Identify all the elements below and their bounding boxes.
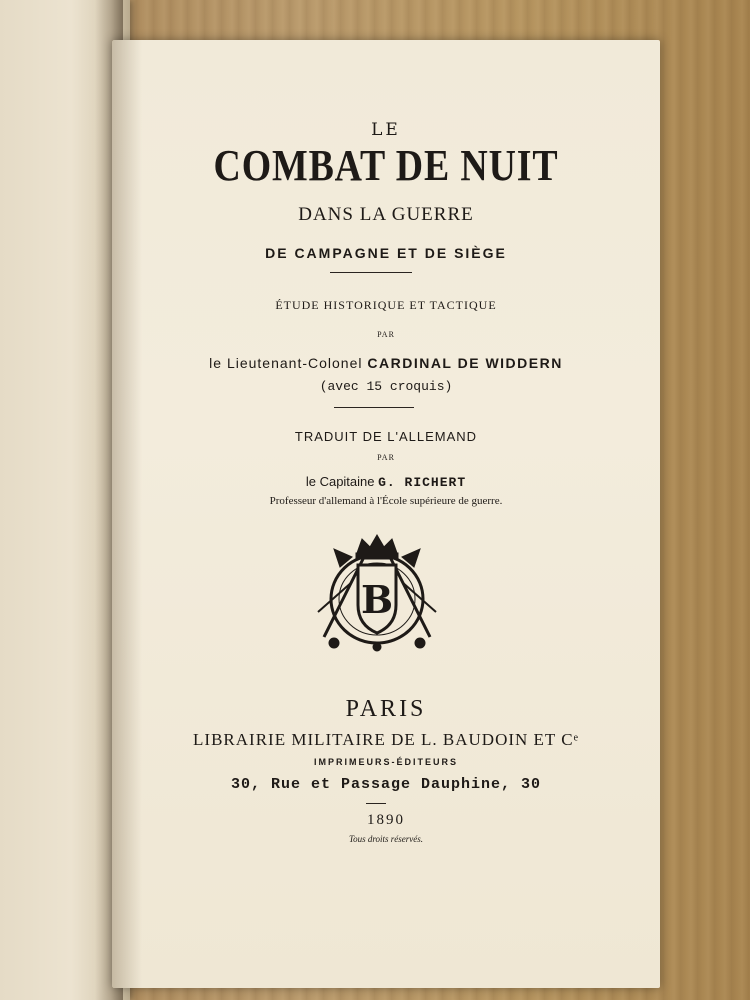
author-prefix: le Lieutenant-Colonel (209, 355, 363, 371)
par-line-1: PAR (377, 330, 395, 339)
author-line (112, 355, 660, 371)
divider-rule-1 (330, 272, 412, 273)
rights-notice: Tous droits réservés. (348, 834, 424, 844)
translator-name: G. RICHERT (378, 475, 467, 490)
subtitle-line-1: DANS LA GUERRE (298, 204, 474, 225)
divider-rule-2 (334, 407, 414, 408)
study-line: ÉTUDE HISTORIQUE ET TACTIQUE (275, 298, 497, 312)
author-name: CARDINAL DE WIDDERN (367, 355, 563, 371)
publisher-emblem-icon (312, 527, 442, 657)
translated-line: TRADUIT DE L'ALLEMAND (294, 429, 478, 444)
printers-line: IMPRIMEURS-ÉDITEURS (313, 757, 458, 767)
croquis-note: (avec 15 croquis) (319, 379, 453, 394)
subtitle-line-2: DE CAMPAGNE ET DE SIÈGE (265, 245, 507, 261)
svg-text:B: B (360, 577, 394, 622)
title-article: LE (371, 120, 401, 140)
book-title: COMBAT DE NUIT (213, 141, 559, 190)
publisher-city: PARIS (345, 696, 427, 722)
publisher-address: 30, Rue et Passage Dauphine, 30 (230, 776, 542, 793)
par-line-2: PAR (377, 453, 395, 462)
divider-rule-3 (366, 803, 386, 804)
publication-year: 1890 (367, 812, 405, 828)
translator-prefix: le Capitaine (305, 474, 375, 489)
translator-role: Professeur d'allemand à l'École supérieure de guerre. (269, 495, 503, 507)
translator-line (112, 474, 660, 490)
publisher-name: LIBRAIRIE MILITAIRE DE L. BAUDOIN ET Cᵉ (193, 730, 579, 749)
page-fold-shadow (112, 40, 142, 988)
title-page (112, 40, 660, 988)
